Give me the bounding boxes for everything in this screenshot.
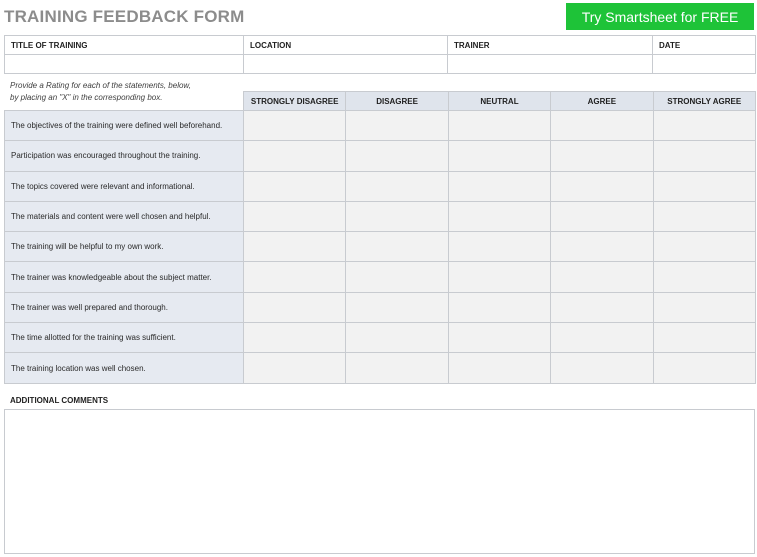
rating-box[interactable] <box>653 201 755 231</box>
rating-box[interactable] <box>448 141 550 171</box>
rating-box[interactable] <box>448 171 550 201</box>
location-header: LOCATION <box>244 36 448 55</box>
rating-box[interactable] <box>653 232 755 262</box>
ratings-table <box>4 91 756 384</box>
rating-box[interactable] <box>551 201 653 231</box>
scale-neutral: NEUTRAL <box>448 92 550 111</box>
rating-box[interactable] <box>551 292 653 322</box>
statement-text: The trainer was well prepared and thorough. <box>5 292 244 322</box>
rating-row <box>5 323 756 353</box>
rating-box[interactable] <box>346 323 448 353</box>
rating-box[interactable] <box>653 171 755 201</box>
location-field[interactable] <box>244 55 448 74</box>
rating-box[interactable] <box>244 232 346 262</box>
rating-box[interactable] <box>346 262 448 292</box>
rating-box[interactable] <box>244 292 346 322</box>
title-of-training-header: TITLE OF TRAINING <box>5 36 244 55</box>
trainer-header: TRAINER <box>448 36 653 55</box>
rating-box[interactable] <box>346 232 448 262</box>
rating-box[interactable] <box>244 262 346 292</box>
statement-text: The time allotted for the training was sufficient. <box>5 323 244 353</box>
statement-text: The training will be helpful to my own work. <box>5 232 244 262</box>
rating-box[interactable] <box>653 111 755 141</box>
rating-box[interactable] <box>653 262 755 292</box>
statement-text: The topics covered were relevant and informational. <box>5 171 244 201</box>
rating-box[interactable] <box>551 262 653 292</box>
rating-box[interactable] <box>346 111 448 141</box>
rating-row <box>5 292 756 322</box>
rating-box[interactable] <box>244 111 346 141</box>
training-info-table <box>4 35 756 74</box>
instructions-line-1: Provide a Rating for each of the statements, below, <box>10 81 191 90</box>
rating-box[interactable] <box>551 232 653 262</box>
rating-box[interactable] <box>346 171 448 201</box>
try-smartsheet-button[interactable]: Try Smartsheet for FREE <box>566 3 754 30</box>
rating-row <box>5 262 756 292</box>
rating-row <box>5 171 756 201</box>
rating-box[interactable] <box>346 141 448 171</box>
scale-disagree: DISAGREE <box>346 92 448 111</box>
date-header: DATE <box>653 36 756 55</box>
scale-strongly-disagree: STRONGLY DISAGREE <box>244 92 346 111</box>
rating-row <box>5 141 756 171</box>
scale-strongly-agree: STRONGLY AGREE <box>653 92 755 111</box>
rating-box[interactable] <box>653 323 755 353</box>
rating-box[interactable] <box>346 353 448 383</box>
date-field[interactable] <box>653 55 756 74</box>
rating-box[interactable] <box>346 201 448 231</box>
rating-row <box>5 111 756 141</box>
rating-box[interactable] <box>244 171 346 201</box>
statement-text: The trainer was knowledgeable about the subject matter. <box>5 262 244 292</box>
rating-box[interactable] <box>244 323 346 353</box>
rating-box[interactable] <box>448 353 550 383</box>
rating-box[interactable] <box>448 201 550 231</box>
rating-box[interactable] <box>448 232 550 262</box>
rating-box[interactable] <box>448 323 550 353</box>
rating-box[interactable] <box>551 171 653 201</box>
rating-box[interactable] <box>448 262 550 292</box>
page-title: TRAINING FEEDBACK FORM <box>4 7 245 26</box>
rating-box[interactable] <box>448 111 550 141</box>
rating-box[interactable] <box>551 141 653 171</box>
rating-box[interactable] <box>551 353 653 383</box>
rating-row <box>5 353 756 383</box>
rating-box[interactable] <box>653 353 755 383</box>
rating-box[interactable] <box>244 353 346 383</box>
rating-box[interactable] <box>244 201 346 231</box>
trainer-field[interactable] <box>448 55 653 74</box>
instructions-line-2: by placing an "X" in the corresponding box. <box>10 93 163 102</box>
additional-comments-label: ADDITIONAL COMMENTS <box>10 396 109 405</box>
rating-box[interactable] <box>551 323 653 353</box>
ratings-corner <box>5 92 244 111</box>
rating-box[interactable] <box>653 141 755 171</box>
statement-text: The objectives of the training were defined well beforehand. <box>5 111 244 141</box>
rating-row <box>5 201 756 231</box>
scale-agree: AGREE <box>551 92 653 111</box>
statement-text: The materials and content were well chosen and helpful. <box>5 201 244 231</box>
rating-row <box>5 232 756 262</box>
title-of-training-field[interactable] <box>5 55 244 74</box>
rating-box[interactable] <box>653 292 755 322</box>
rating-box[interactable] <box>551 111 653 141</box>
statement-text: Participation was encouraged throughout the training. <box>5 141 244 171</box>
rating-box[interactable] <box>244 141 346 171</box>
additional-comments-input[interactable] <box>4 409 755 554</box>
rating-box[interactable] <box>448 292 550 322</box>
rating-box[interactable] <box>346 292 448 322</box>
statement-text: The training location was well chosen. <box>5 353 244 383</box>
